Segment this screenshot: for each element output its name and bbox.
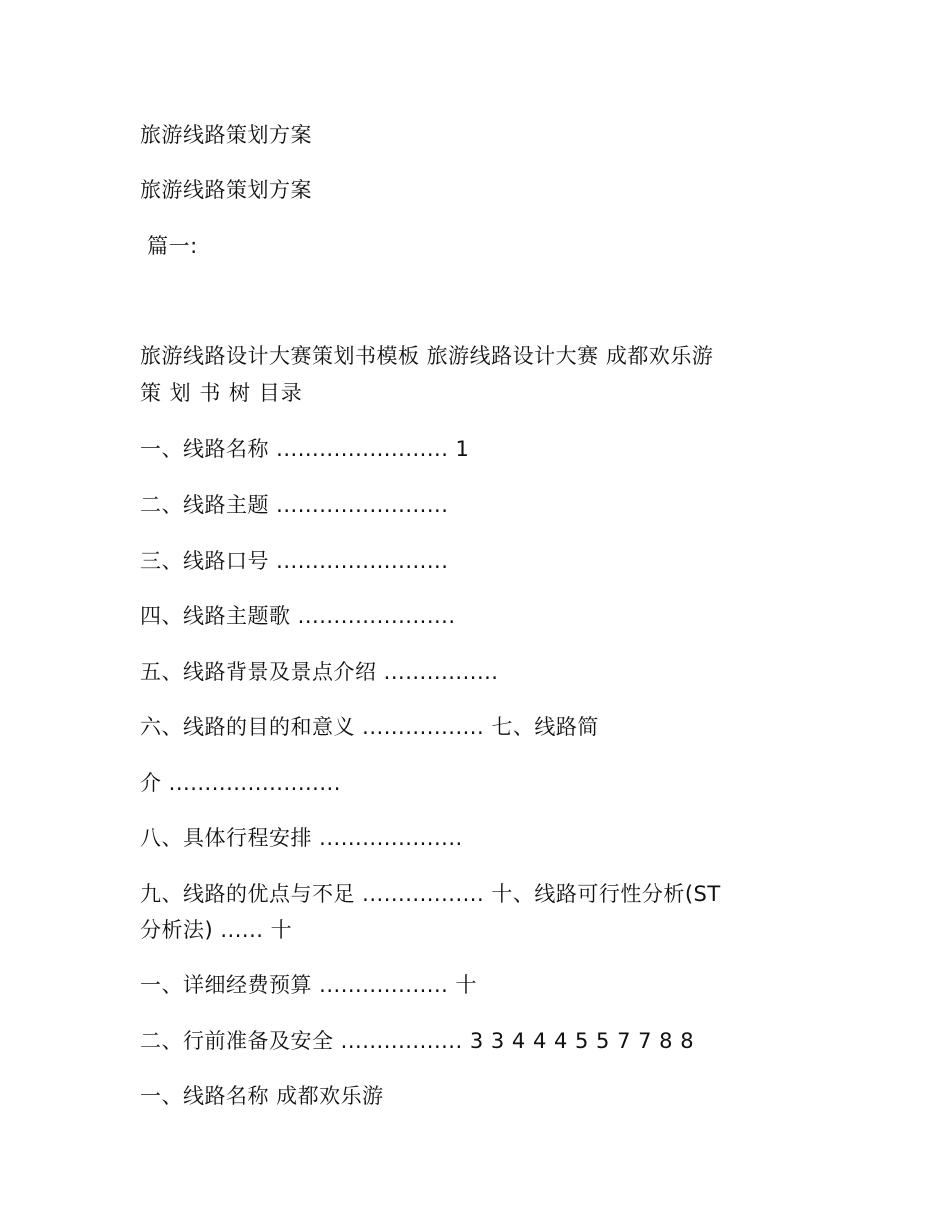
section-heading: 一、线路名称 成都欢乐游 (140, 1084, 384, 1108)
heading-line-2: 策 划 书 树 目录 (140, 381, 303, 405)
toc-entry-2: 二、线路主题 ........................ (140, 493, 449, 517)
toc-entry-7: 介 ........................ (140, 771, 341, 795)
toc-entry-12: 二、行前准备及安全 ................. 3 3 4 4 4 5 5 7 7 8 8 (140, 1029, 695, 1053)
toc-entry-1: 一、线路名称 ........................ 1 (140, 437, 470, 461)
toc-entry-9: 九、线路的优点与不足 ................. 十、线路可行性分析(ST (140, 882, 721, 906)
document-title: 旅游线路策划方案 (140, 123, 312, 147)
toc-entry-6: 六、线路的目的和意义 ................. 七、线路简 (140, 715, 599, 739)
chapter-label: 篇一: (140, 234, 198, 258)
toc-entry-10: 分析法) ...... 十 (140, 918, 293, 942)
heading-line-1: 旅游线路设计大赛策划书模板 旅游线路设计大赛 成都欢乐游 (140, 344, 714, 368)
toc-entry-4: 四、线路主题歌 ...................... (140, 604, 456, 628)
toc-entry-11: 一、详细经费预算 .................. 十 (140, 973, 478, 997)
toc-entry-8: 八、具体行程安排 .................... (140, 826, 463, 850)
toc-entry-5: 五、线路背景及景点介绍 ................ (140, 660, 499, 684)
toc-entry-3: 三、线路口号 ........................ (140, 549, 449, 573)
document-subtitle: 旅游线路策划方案 (140, 178, 312, 202)
